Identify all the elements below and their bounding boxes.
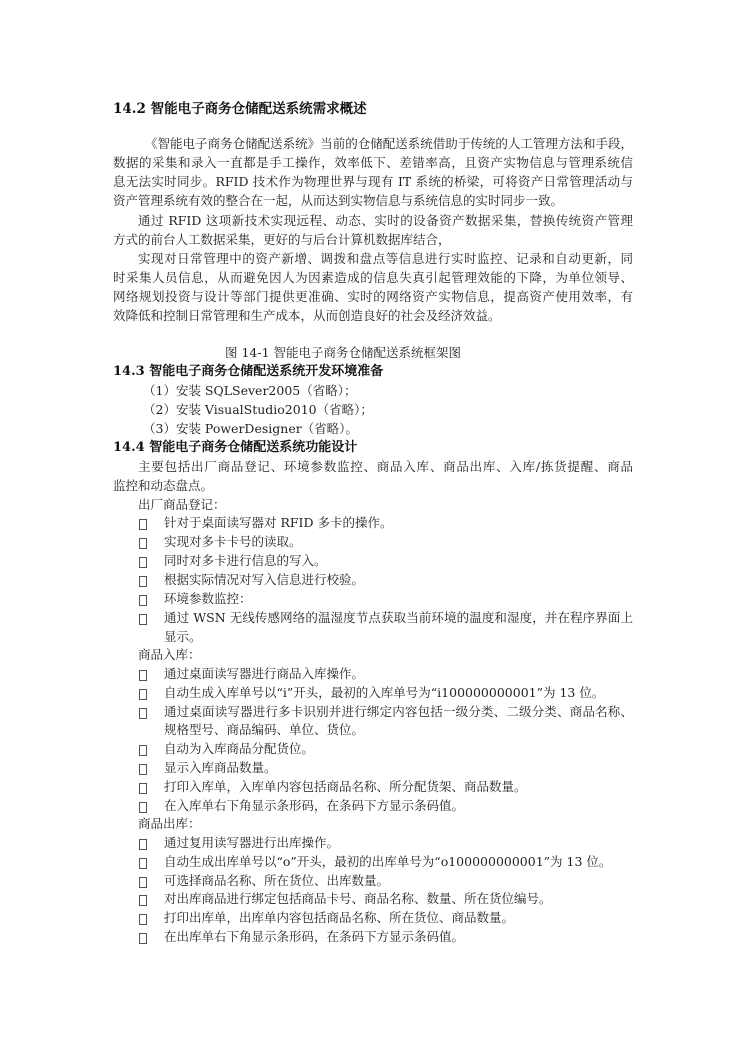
bullet-icon bbox=[139, 877, 147, 888]
bullet-icon bbox=[139, 519, 147, 530]
list-item: 自动生成入库单号以“i”开头，最初的入库单号为“i100000000001”为 13 位。 bbox=[164, 685, 605, 700]
list-item: 在出库单右下角显示条形码，在条码下方显示条码值。 bbox=[164, 929, 465, 944]
bullet-icon bbox=[139, 745, 147, 756]
list-item: 通过复用读写器进行出库操作。 bbox=[164, 835, 340, 850]
list-item: 打印出库单，出库单内容包括商品名称、所在货位、商品数量。 bbox=[164, 910, 515, 925]
bullet-icon bbox=[139, 895, 147, 906]
list-item: 通过桌面读写器进行多卡识别并进行绑定内容包括一级分类、二级分类、商品名称、 bbox=[164, 704, 633, 719]
section-heading-14-3: 14.3 智能电子商务仓储配送系统开发环境准备 bbox=[113, 364, 384, 379]
bullet-icon bbox=[139, 576, 147, 587]
paragraph-line: 效降低和控制日常管理和生产成本，从而创造良好的社会及经济效益。 bbox=[113, 308, 501, 323]
paragraph-line: 资产管理系统有效的整合在一起，从而达到实物信息与系统信息的实时同步一致。 bbox=[113, 193, 564, 208]
install-step: （1）安装 SQLSever2005（省略）； bbox=[143, 383, 357, 398]
list-item: 自动为入库商品分配货位。 bbox=[164, 741, 315, 756]
bullet-icon bbox=[139, 670, 147, 681]
paragraph-line: 方式的前台人工数据采集，更好的与后台计算机数据库结合， bbox=[113, 232, 451, 247]
paragraph-line: 数据的采集和录入一直都是手工操作，效率低下、差错率高，且资产实物信息与管理系统信 bbox=[113, 155, 633, 170]
list-item: 通过 WSN 无线传感网络的温湿度节点获取当前环境的温度和湿度，并在程序界面上 bbox=[164, 610, 633, 625]
paragraph-line: 实现对日常管理中的资产新增、调拨和盘点等信息进行实时监控、记录和自动更新，同 bbox=[138, 251, 633, 266]
paragraph-line: 监控和动态盘点。 bbox=[113, 478, 214, 493]
bullet-icon bbox=[139, 783, 147, 794]
list-item: 打印入库单，入库单内容包括商品名称、所分配货架、商品数量。 bbox=[164, 779, 527, 794]
list-item: 可选择商品名称、所在货位、出库数量。 bbox=[164, 873, 390, 888]
install-step: （2）安装 VisualStudio2010（省略）； bbox=[143, 402, 373, 417]
bullet-icon bbox=[139, 689, 147, 700]
group-title: 商品出库： bbox=[138, 816, 201, 831]
list-item: 同时对多卡进行信息的写入。 bbox=[164, 553, 327, 568]
bullet-icon bbox=[139, 595, 147, 606]
paragraph-line: 息无法实时同步。RFID 技术作为物理世界与现有 IT 系统的桥梁，可将资产日常管理活动与 bbox=[113, 174, 633, 189]
paragraph-line: 网络规划投资与设计等部门提供更准确、实时的网络资产实物信息，提高资产使用效率，有 bbox=[113, 289, 633, 304]
bullet-icon bbox=[139, 557, 147, 568]
group-title: 出厂商品登记： bbox=[138, 497, 226, 512]
paragraph-line: 《智能电子商务仓储配送系统》当前的仓储配送系统借助于传统的人工管理方法和手段， bbox=[145, 136, 633, 151]
section-heading-14-2: 14.2 智能电子商务仓储配送系统需求概述 bbox=[113, 101, 367, 117]
paragraph-line: 时采集人员信息，从而避免因人为因素造成的信息失真引起管理效能的下降，为单位领导、 bbox=[113, 270, 633, 285]
list-item: 对出库商品进行绑定包括商品卡号、商品名称、数量、所在货位编号。 bbox=[164, 891, 552, 906]
paragraph-line: 主要包括出厂商品登记、环境参数监控、商品入库、商品出库、入库/拣货提醒、商品 bbox=[138, 459, 633, 474]
bullet-icon bbox=[139, 802, 147, 813]
list-item-continuation: 规格型号、商品编码、单位、货位。 bbox=[164, 722, 365, 737]
list-item: 自动生成出库单号以“o”开头，最初的出库单号为“o100000000001”为 13 位。 bbox=[164, 854, 612, 869]
paragraph-line: 通过 RFID 这项新技术实现远程、动态、实时的设备资产数据采集，替换传统资产管理 bbox=[138, 213, 633, 228]
list-item: 环境参数监控： bbox=[164, 591, 252, 606]
bullet-icon bbox=[139, 914, 147, 925]
bullet-icon bbox=[139, 614, 147, 625]
list-item: 针对于桌面读写器对 RFID 多卡的操作。 bbox=[164, 515, 393, 530]
bullet-icon bbox=[139, 708, 147, 719]
install-step: （3）安装 PowerDesigner（省略）。 bbox=[143, 421, 358, 436]
bullet-icon bbox=[139, 764, 147, 775]
bullet-icon bbox=[139, 933, 147, 944]
list-item: 在入库单右下角显示条形码，在条码下方显示条码值。 bbox=[164, 798, 465, 813]
bullet-icon bbox=[139, 858, 147, 869]
list-item: 通过桌面读写器进行商品入库操作。 bbox=[164, 666, 365, 681]
list-item-continuation: 显示。 bbox=[164, 629, 202, 644]
bullet-icon bbox=[139, 839, 147, 850]
section-heading-14-4: 14.4 智能电子商务仓储配送系统功能设计 bbox=[113, 440, 358, 455]
figure-caption: 图 14-1 智能电子商务仓储配送系统框架图 bbox=[225, 345, 462, 360]
list-item: 根据实际情况对写入信息进行校验。 bbox=[164, 572, 365, 587]
list-item: 显示入库商品数量。 bbox=[164, 760, 277, 775]
bullet-icon bbox=[139, 538, 147, 549]
group-title: 商品入库： bbox=[138, 647, 201, 662]
list-item: 实现对多卡卡号的读取。 bbox=[164, 534, 302, 549]
